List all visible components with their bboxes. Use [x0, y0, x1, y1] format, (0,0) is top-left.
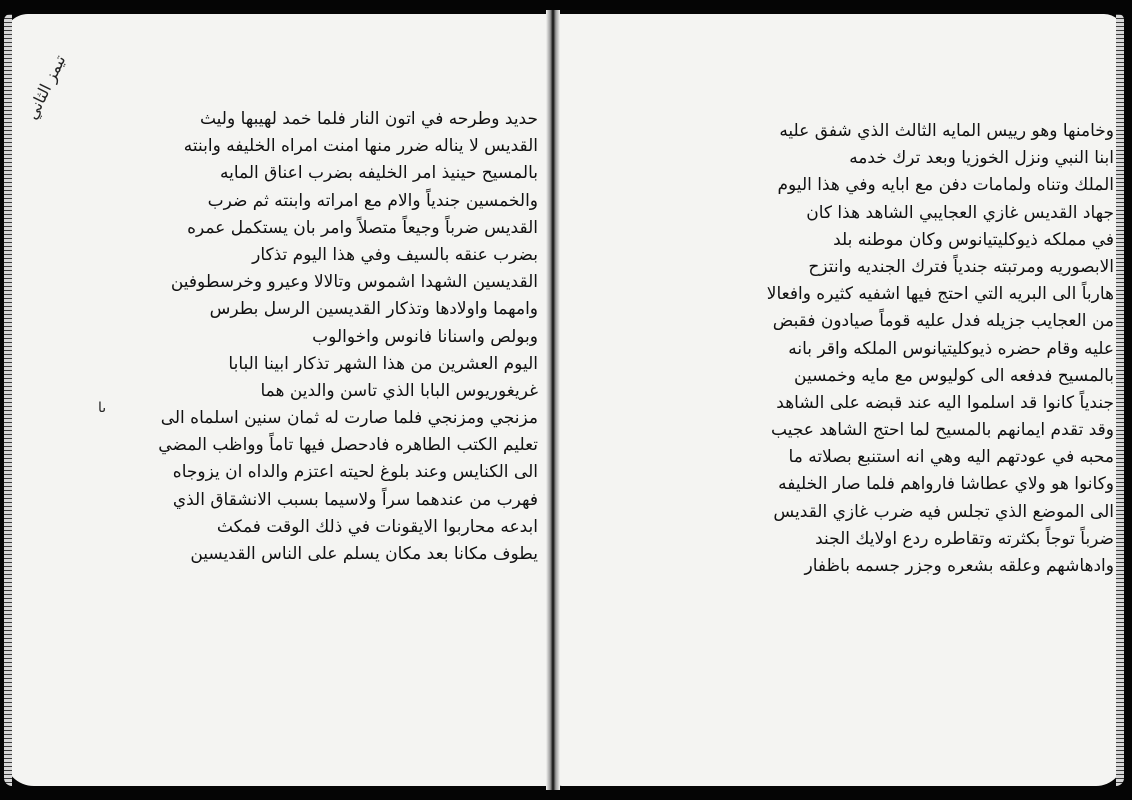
- right-page-line: وقد تقدم ايمانهم بالمسيح لما احتج الشاهد عجيب: [771, 420, 1114, 441]
- right-page-line: عليه وقام حضره ذيوكليتيانوس الملكه واقر بانه: [788, 338, 1114, 359]
- book-spine: [546, 10, 560, 790]
- left-page-line: بضرب عنقه بالسيف وفي هذا اليوم تذكار: [252, 244, 538, 265]
- right-page-line: وادهاشهم وعلقه بشعره وجزر جسمه باظفار: [804, 556, 1114, 576]
- right-page-line: الملك وتناه ولمامات دفن مع ابايه وفي هذا اليوم: [777, 175, 1114, 196]
- left-page-line: اليوم العشرين من هذا الشهر تذكار ابينا البابا: [228, 353, 538, 374]
- left-page-line: تعليم الكتب الطاهره فادحصل فيها تاماً وواظب المضي: [158, 435, 538, 456]
- right-page: [556, 14, 1124, 786]
- right-page-text: [604, 118, 1114, 580]
- left-page-line: مزنجي ومزنجي فلما صارت له ثمان سنين اسلماه الى: [160, 408, 538, 429]
- right-page-line: وكانوا هو ولاي عطاشا فارواهم فلما صار الخليفه: [778, 474, 1114, 495]
- right-page-line: هارباً الى البريه التي احتج فيها اشفيه كثيره وافعالا: [766, 284, 1114, 305]
- margin-marks: ىا: [98, 400, 107, 416]
- right-page-line: جندياً كانوا قد اسلموا اليه عند قبضه على الشاهد: [776, 392, 1114, 413]
- left-page-line: والخمسين جندياً والام مع امراته وابنته ثم ضرب: [207, 190, 538, 211]
- left-page-line: القديس لا يناله ضرر منها امنت امراه الخليفه وابنته: [183, 136, 538, 157]
- right-page-line: الابصوريه ومرتبته جندياً فترك الجنديه وانتزح: [808, 256, 1114, 277]
- right-page-line: وخامنها وهو رييس المايه الثالث الذي شفق عليه: [779, 121, 1114, 141]
- left-page-line: فهرب من عندهما سراً ولاسيما بسبب الانشقاق الذي: [172, 489, 538, 510]
- right-page-line: ضرباً توجاً بكثرته وتقاطره ردع اولايك الجند: [815, 528, 1114, 549]
- left-page-line: الى الكنايس وعند بلوغ لحيته اعتزم والداه ان يزوجاه: [172, 462, 538, 483]
- left-page-line: بالمسيح حينيذ امر الخليفه بضرب اعناق المايه: [220, 163, 538, 184]
- left-page-line: ابدعه محاربوا الايقونات في ذلك الوقت فمكث: [216, 516, 538, 537]
- left-page-line: غريغوريوس البابا الذي تاسن والدين هما: [260, 380, 538, 401]
- margin-note: تيمز الثاني: [22, 51, 70, 123]
- right-page-line: من العجايب جزيله فدل عليه قوماً صيادون فقبض: [772, 311, 1114, 332]
- left-page-line: القديس ضرباً وجيعاً متصلاً وامر بان يستكمل عمره: [187, 217, 538, 238]
- left-page-text: [144, 106, 538, 568]
- right-page-edges: [1116, 14, 1124, 786]
- left-page-line: وبولص واسنانا فانوس واخوالوب: [312, 326, 538, 347]
- left-page-line: وامهما واولادها وتذكار القديسين الرسل بطرس: [209, 299, 538, 320]
- right-page-line: بالمسيح فدفعه الى كوليوس مع مايه وخمسين: [794, 365, 1114, 386]
- left-page-line: يطوف مكانا بعد مكان يسلم على الناس القديسين: [190, 544, 538, 564]
- right-page-line: جهاد القديس غازي العجايبي الشاهد هذا كان: [806, 202, 1114, 223]
- right-page-line: ابنا النبي ونزل الخوزيا وبعد ترك خدمه: [849, 148, 1114, 169]
- left-page-edges: [4, 14, 12, 786]
- right-page-line: الى الموضع الذي تجلس فيه ضرب غازي القديس: [773, 501, 1114, 522]
- right-page-line: محبه في عودتهم اليه وهي انه استنبع بصلاته ما: [788, 447, 1114, 468]
- right-page-line: في مملكه ذيوكليتيانوس وكان موطنه بلد: [833, 229, 1114, 250]
- left-page: [4, 14, 552, 786]
- left-page-line: القديسين الشهدا اشموس وتالالا وعيرو وخرسطوفين: [170, 272, 538, 293]
- left-page-line: حديد وطرحه في اتون النار فلما خمد لهيبها وليث: [199, 109, 538, 129]
